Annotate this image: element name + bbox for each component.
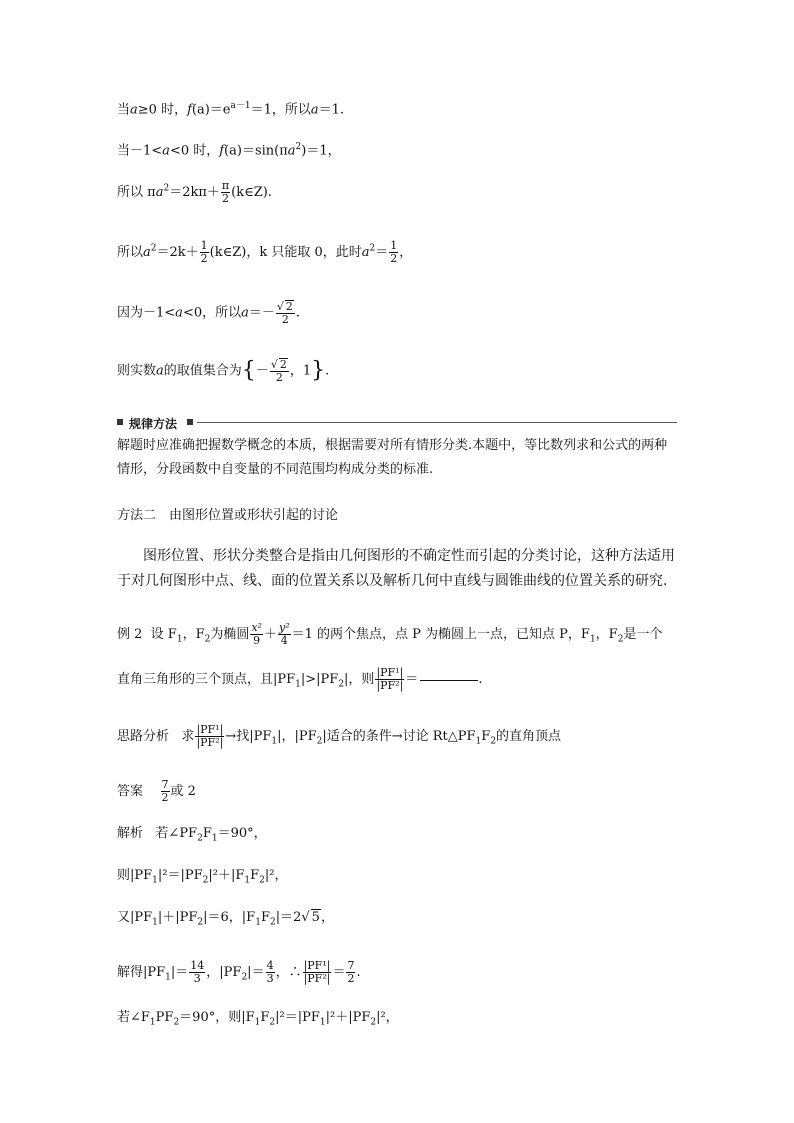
text: ＝ <box>332 965 346 980</box>
exponent: 2 <box>163 183 170 194</box>
fraction <box>266 960 275 985</box>
text: F <box>260 910 270 925</box>
text: PF <box>155 1010 174 1025</box>
numerator: x² <box>251 621 262 634</box>
numerator: |PF¹| <box>196 723 224 736</box>
text: 当－1< <box>117 143 163 159</box>
right-brace: } <box>311 358 326 383</box>
text: 直角三角形的三个顶点，且|PF <box>117 672 296 687</box>
text: 的取值集合为 <box>163 363 242 379</box>
text: . <box>356 965 361 980</box>
text: 则实数 <box>117 363 157 379</box>
text: (k∈Z)，k 只能取 0，此时 <box>209 245 362 260</box>
answer-label: 答案 <box>117 784 144 799</box>
fraction <box>270 358 289 384</box>
square-bullet-icon <box>187 419 193 425</box>
sqrt-radicand: 2 <box>279 358 287 371</box>
method2-title: 方法二 由图形位置或形状引起的讨论 <box>117 508 339 523</box>
text: F <box>202 826 212 841</box>
var-a: a <box>156 363 164 379</box>
text: 当 <box>117 102 131 118</box>
numerator: |PF¹| <box>303 959 331 972</box>
text: (a)＝sin(π <box>224 143 288 159</box>
denominator: 2 <box>281 313 289 326</box>
denominator: 2 <box>200 252 208 265</box>
numerator: 1 <box>390 239 398 252</box>
text: ，F <box>182 627 205 642</box>
text: . <box>295 305 301 321</box>
numerator: 7 <box>161 778 169 791</box>
text: |²＝|PF <box>157 868 203 883</box>
text: ≥0 时， <box>137 102 188 118</box>
text: |＝2 <box>275 910 302 925</box>
var-a: a <box>155 185 164 200</box>
text: 或 2 <box>170 784 196 799</box>
text: |²＋|F <box>208 868 245 883</box>
answer-line <box>117 779 196 804</box>
numerator: 1 <box>200 239 208 252</box>
text: F <box>250 868 260 883</box>
solution-label: 解析 <box>117 826 144 841</box>
solution-step-1: 解析 若$\angle PF_2F_1=90^\circ$， <box>117 826 267 844</box>
text: 解得|PF <box>117 965 166 980</box>
text: F <box>260 1010 270 1025</box>
text: ，F <box>595 627 618 642</box>
var-a: a <box>130 102 138 118</box>
denominator: 3 <box>266 972 274 985</box>
numerator: 4 <box>266 959 274 972</box>
answer-blank <box>420 679 478 681</box>
text: 所以 <box>117 245 144 260</box>
fraction <box>221 180 230 205</box>
denominator: 2 <box>161 791 169 804</box>
text: ， <box>320 910 334 925</box>
exponent: 2 <box>150 243 157 254</box>
fraction <box>195 724 224 749</box>
numerator: √ 2 <box>276 300 293 313</box>
text: ， <box>399 245 413 260</box>
text: |²＝|PF <box>275 1010 320 1025</box>
fraction <box>375 667 404 692</box>
fraction <box>278 622 291 647</box>
var-a: a <box>143 245 151 260</box>
text: F <box>481 729 491 744</box>
text: (a) <box>191 102 210 118</box>
sqrt-radicand: 5 <box>311 910 320 925</box>
text: |，则 <box>344 672 375 687</box>
fraction <box>303 960 332 985</box>
text: ，∴ <box>275 965 302 980</box>
text: 若∠PF <box>155 826 198 841</box>
numerator: π <box>221 179 230 192</box>
text: ＝1. <box>318 102 345 118</box>
var-a: a <box>241 305 249 321</box>
fraction <box>161 779 170 804</box>
var-a: a <box>175 305 183 321</box>
denominator: 2 <box>390 252 398 265</box>
text: － <box>255 363 269 379</box>
text: 的直角顶点 <box>496 729 562 744</box>
numerator: 7 <box>347 959 355 972</box>
text: ＋ <box>263 627 277 642</box>
text: ＝1 的两个焦点，点 P 为椭圆上一点，已知点 P，F <box>291 627 590 642</box>
text: |＝6，|F <box>203 910 256 925</box>
numerator: √ 2 <box>270 358 287 371</box>
var-f: f <box>219 143 225 159</box>
exponent: a－1 <box>230 101 251 111</box>
text: |²， <box>376 1010 399 1025</box>
sqrt-radicand: 2 <box>285 300 293 313</box>
text: |＋|PF <box>157 910 198 925</box>
fraction <box>276 300 295 326</box>
numerator: |PF¹| <box>376 666 404 679</box>
denominator: |PF²| <box>196 736 224 749</box>
arrow-icon: → <box>225 729 237 744</box>
solution-line-5 <box>117 300 300 326</box>
denominator: 2 <box>222 192 229 205</box>
solution-line-4 <box>117 240 412 265</box>
text: |²， <box>264 868 288 883</box>
exponent: 2 <box>295 142 302 152</box>
numerator: y² <box>278 621 290 634</box>
var-a: a <box>287 143 296 159</box>
text: |＝ <box>247 965 265 980</box>
analysis-label: 思路分析 <box>117 729 170 744</box>
rule-method-title: 规律方法 <box>129 417 178 431</box>
method2-body: 图形位置、形状分类整合是指由几何图形的不确定性而引起的分类讨论，这种方法适用于对几何图形中点、线、面的位置关系以及解析几何中直线与圆锥曲线的位置关系的研究. <box>117 548 675 589</box>
text: 因为－1< <box>117 305 176 321</box>
solution-step-5: 若$\angle F_1PF_2=90^\circ$，则$|F_1F_2|^2=|PF_1|^2+|PF_2|^2$， <box>117 1010 399 1028</box>
solution-line-3 <box>117 180 272 205</box>
text: 设 F <box>150 627 177 642</box>
fraction <box>250 622 263 647</box>
exponent: 2 <box>369 243 376 254</box>
solution-line-6 <box>117 358 329 384</box>
text: |＝ <box>170 965 189 980</box>
denominator: 3 <box>193 972 201 985</box>
fraction <box>189 960 205 985</box>
numerator: 14 <box>190 959 205 972</box>
var-a: a <box>361 245 370 260</box>
text: 又|PF <box>117 910 153 925</box>
text: <0 时， <box>169 143 220 159</box>
text: (k∈Z). <box>231 185 272 200</box>
rule-method-header <box>117 416 677 430</box>
divider <box>197 422 677 423</box>
fraction <box>200 240 209 265</box>
text: . <box>478 672 483 687</box>
fraction <box>346 960 355 985</box>
fraction <box>389 240 398 265</box>
text: ＝ <box>405 672 419 687</box>
text: 所以 π <box>117 185 156 200</box>
example2-line-1: 例 2 设 $F_1$，$F_2$为椭圆 $\frac{\text{x²}}{9}$ ＋ $\frac{\text{y²}}{4}$ ＝1 的两个焦点，点 P 为椭圆上一点，已知点 P，$F_1$，$F_2$是一个 <box>117 621 663 647</box>
text: . <box>325 363 330 379</box>
text: |适合的条件→讨论 Rt△PF <box>322 729 476 744</box>
text: 找|PF <box>236 729 272 744</box>
square-bullet-icon <box>117 419 123 425</box>
solution-step-2: 则$|PF_1|^2=|PF_2|^2+|F_1F_2|^2$， <box>117 868 288 886</box>
text: 为椭圆 <box>210 627 250 642</box>
text: ＝2k＋ <box>156 245 199 260</box>
text: |>|PF <box>300 672 339 687</box>
text: ＝e <box>209 102 231 118</box>
text: <0，所以 <box>182 305 242 321</box>
text: ＝2kπ＋ <box>169 185 220 200</box>
text: 若∠F <box>117 1010 150 1025</box>
text: 求 <box>181 729 195 744</box>
text: |，|PF <box>277 729 317 744</box>
text: ，1 <box>289 363 312 379</box>
text: )＝1， <box>301 143 341 159</box>
text: ＝1，所以 <box>250 102 311 118</box>
denominator: 2 <box>347 972 355 985</box>
analysis-line: 思路分析 求 $\frac{\text{|PF¹|}}{\text{|PF²|}}$ →找$|PF_1|$，$|PF_2|$适合的条件→讨论 $Rt\triangle PF_1F_2$的直角顶点 <box>117 723 562 749</box>
denominator: |PF²| <box>303 972 331 985</box>
solution-line-1 <box>117 98 344 118</box>
solution-step-4: 解得$|PF_1|=$ $\frac{14}{3}$ ，$|PF_2|=$ $\frac{4}{3}$ ，∴ $\frac{\text{|PF¹|}}{\text{|PF²|}}$ ＝ $\frac{7}{2}$ . <box>117 959 361 985</box>
example2-line-2: 直角三角形的三个顶点，且$|PF_1|>|PF_2|$，则 $\frac{\text{|PF¹|}}{\text{|PF²|}}$ ＝ . <box>117 666 483 692</box>
left-brace: { <box>241 358 256 383</box>
var-a: a <box>310 102 319 118</box>
denominator: 2 <box>275 371 283 384</box>
solution-line-2 <box>117 139 341 159</box>
denominator: 4 <box>280 634 288 647</box>
var-a: a <box>162 143 170 159</box>
text: |²＋|PF <box>325 1010 371 1025</box>
rule-method-body: 解题时应准确把握数学概念的本质，根据需要对所有情形分类.本题中，等比数列求和公式的两种情形，分段函数中自变量的不同范围均构成分类的标准. <box>117 438 668 477</box>
text: ，|PF <box>206 965 242 980</box>
example-label: 例 2 <box>117 627 143 642</box>
text: ＝90°， <box>217 826 267 841</box>
text: ＝ <box>375 245 389 260</box>
denominator: |PF²| <box>376 679 404 692</box>
text: ＝－ <box>248 305 275 321</box>
solution-step-3: 又$|PF_1|+|PF_2|=6$，$|F_1F_2|=2√$ 5， <box>117 910 334 928</box>
text: 是一个 <box>623 627 663 642</box>
text: ＝90°，则|F <box>179 1010 255 1025</box>
denominator: 9 <box>253 634 261 647</box>
var-f: f <box>187 102 192 118</box>
text: 则|PF <box>117 868 153 883</box>
